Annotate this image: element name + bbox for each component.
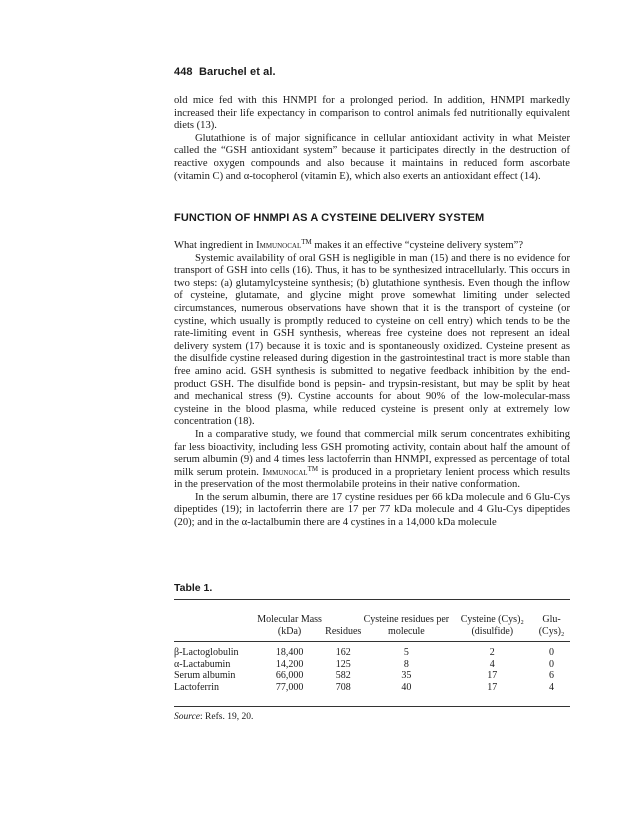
trademark-symbol: TM [307, 464, 319, 473]
table-source-note: Source: Refs. 19, 20. [174, 712, 254, 722]
table-top-rule [174, 599, 570, 600]
trademark-symbol: TM [301, 238, 312, 246]
table-cell: 18,400 [275, 647, 304, 658]
table-row [174, 670, 570, 682]
systemic-paragraph: Systemic availability of oral GSH is negligible in man (15) and there is no evidence for transport of GSH into cells (16). Thus, it has to be synthesized intracellularly. This occurs in two steps: (a) glutamylcysteine synthesis; (b) glutathione synthesis. Even though the inflow of cysteine, glutamate, and glycine might prove somewhat limiting under selected circumstances, numerous observations have shown that it is the transport of cysteine (or cystine, which usually is promptly reduced to cysteine on cell entry) which tends to be the rate-limiting event in GSH synthesis, whereas free cysteine does not represent an ideal delivery system (17) because it is toxic and is spontaneously oxidized. Cysteine present as the disulfide cystine released during digestion in the gastrointestinal tract is more stable than free amino acid. GSH synthesis is submitted to negative feedback inhibition by the end-product GSH. The disulfide bond is pepsin- and trypsin-resistant, but may be split by heat and mechanical stress (9). Cystine accounts for about 90% of the low-molecular-mass cysteine in the blood plasma, while reduced cysteine is present only at extremely low concentration (18). [174, 252, 570, 428]
table-cell: 0 [549, 647, 555, 658]
column-header: Cysteine (Cys)₂ (disulfide) [460, 614, 524, 637]
table-row [174, 641, 570, 659]
running-header [174, 66, 276, 78]
intro-text [174, 95, 570, 183]
table-cell: 77,000 [275, 681, 304, 693]
table-cell: 5 [403, 647, 409, 658]
question-paragraph: What ingredient in Immunocal™ makes it an effective “cysteine delivery system”? [174, 238, 524, 251]
trademark-immunocal: Immunocal [256, 240, 302, 251]
table-row [174, 659, 570, 671]
table-label: Table 1. [174, 582, 213, 594]
table-row [174, 682, 570, 694]
table-cell: 6 [549, 670, 555, 681]
table-bottom-rule [174, 706, 570, 707]
table-cell: 14,200 [275, 658, 304, 670]
table-cell: 8 [403, 658, 409, 670]
table-cell: Lactoferrin [174, 681, 219, 693]
table-cell: 35 [401, 670, 412, 681]
table-cell: 17 [487, 681, 498, 693]
column-header [174, 604, 254, 641]
table-cell: 582 [335, 670, 351, 681]
table-cell: 125 [335, 658, 351, 670]
intro-paragraph-1: old mice fed with this HNMPI for a prolonged period. In addition, HNMPI markedly increased their life expectancy in comparison to control animals fed nutritionally equivalent diets (13). [174, 95, 570, 132]
table-cell: 4 [489, 658, 495, 670]
comparative-paragraph: In a comparative study, we found that commercial milk serum concentrates exhibiting far less bioactivity, including less GSH promoting activity, contain about half the amount of serum albumin (9) and 4 times less lactoferrin than HNMPI, expressed as percentage of total milk serum protein. Immunocal™ is produced in a proprietary lenient process which results in the preservation of the most thermolabile proteins in their native conformation. [174, 428, 570, 491]
section-body [174, 240, 570, 530]
column-header: Molecular Mass (kDa) [257, 614, 322, 637]
table-cell: Serum albumin [174, 670, 236, 681]
intro-paragraph-2: Glutathione is of major significance in cellular antioxidant activity in what Meister called the “GSH antioxidant system” because it participates directly in the destruction of reactive oxygen compounds and also because it maintains in reduced form ascorbate (vitamin C) and α-tocopherol (vitamin E), which also exerts an antioxidant effect (14). [174, 132, 570, 182]
table-cell: 708 [335, 681, 351, 693]
column-header: Cysteine residues per molecule [363, 614, 450, 637]
running-authors: Baruchel et al. [198, 66, 276, 78]
table-cell: 2 [489, 647, 495, 658]
table-cell: 162 [335, 647, 351, 658]
section-heading: FUNCTION OF HNMPI AS A CYSTEINE DELIVERY SYSTEM [174, 212, 485, 224]
table-cell: 0 [549, 658, 555, 670]
page-number: 448 [174, 66, 193, 78]
table-cell: β-Lactoglobulin [174, 647, 239, 658]
trademark-immunocal: Immunocal [262, 466, 308, 478]
table-cell: 4 [549, 681, 555, 693]
table-cell: 40 [401, 681, 412, 693]
protein-table [174, 604, 570, 693]
albumin-paragraph: In the serum albumin, there are 17 cystine residues per 66 kDa molecule and 6 Glu-Cys dipeptides (19); in lactoferrin there are 17 per 77 kDa molecule and 4 Glu-Cys dipeptides (20); and in the α-lactalbumin there are 4 cystines in a 14,000 kDa molecule [174, 491, 570, 529]
table-cell: α-Lactabumin [174, 658, 231, 670]
table-header-row [174, 604, 570, 641]
table-cell: 66,000 [275, 670, 304, 681]
column-header: Glu-(Cys)₂ [538, 614, 565, 637]
column-header: Residues [325, 625, 362, 637]
table-cell: 17 [487, 670, 498, 681]
